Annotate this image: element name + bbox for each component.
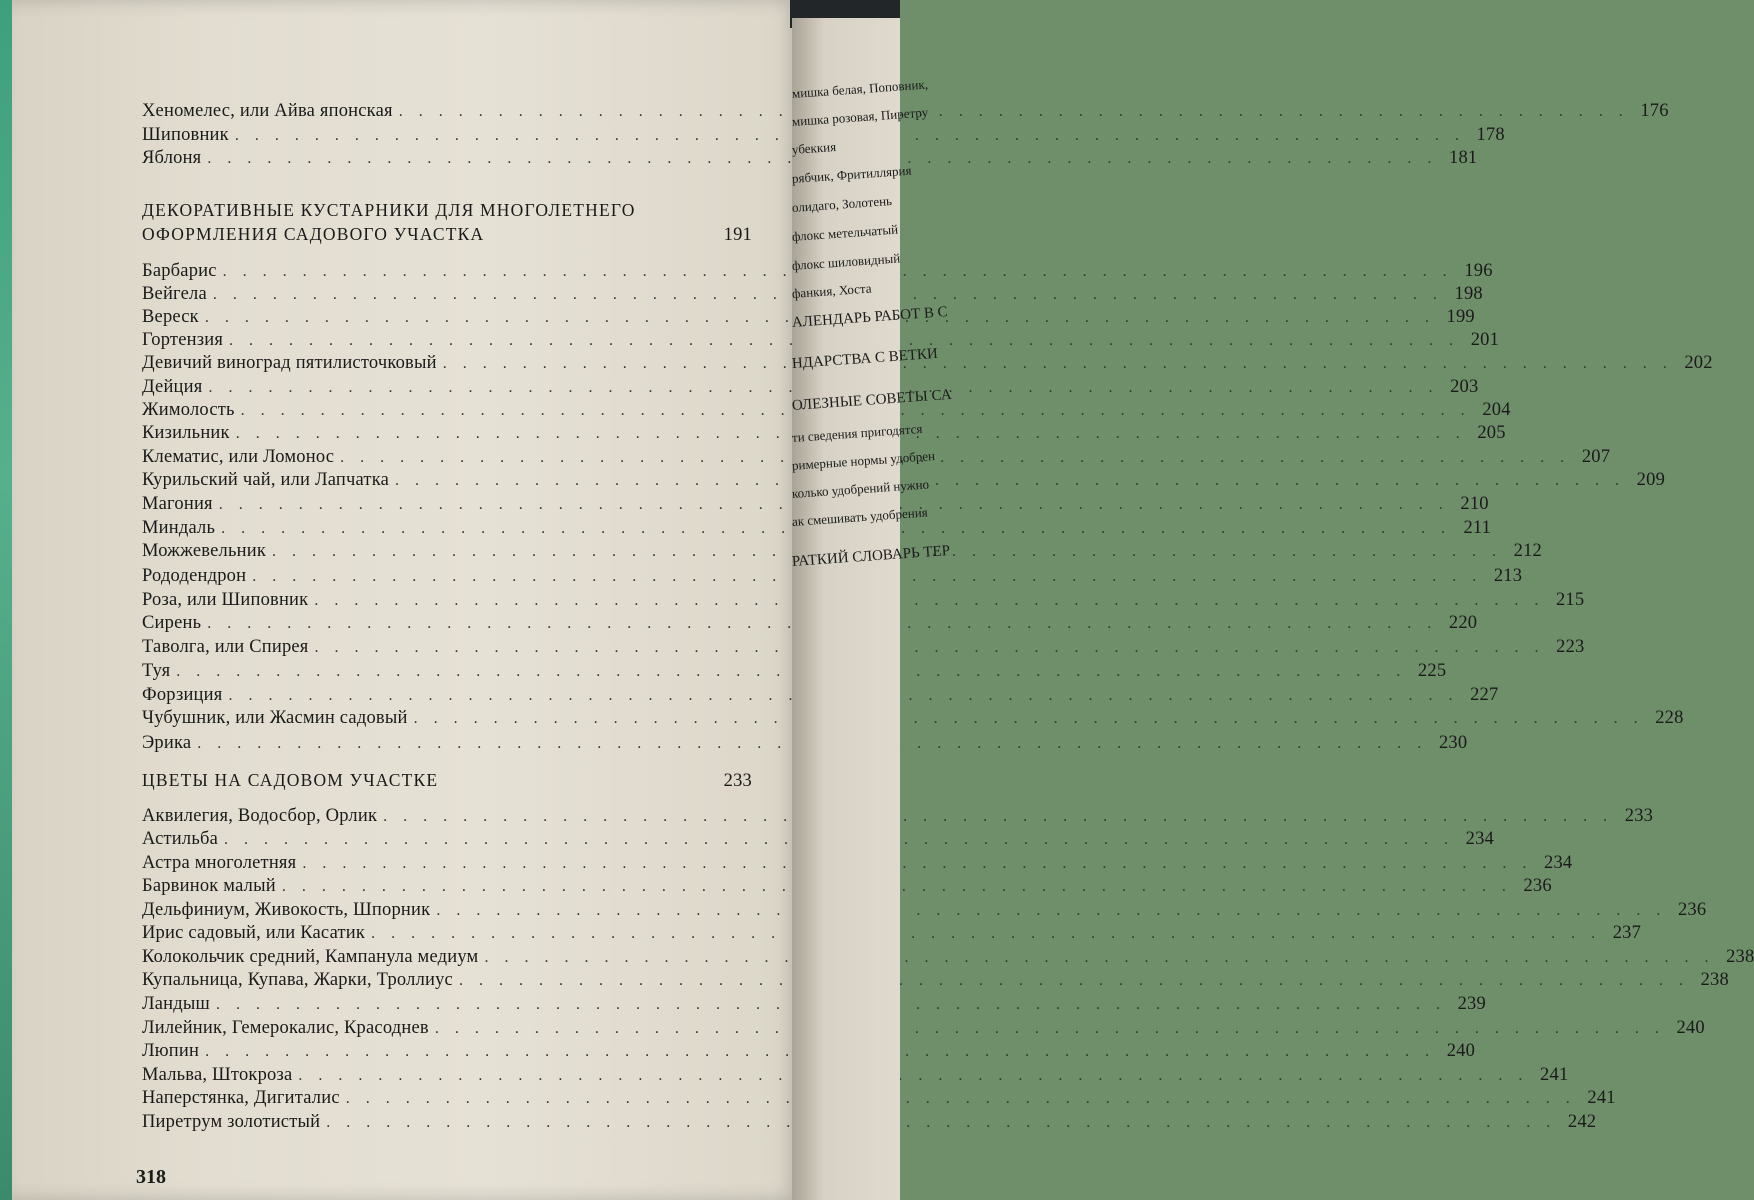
toc-entry [142, 947, 1754, 971]
toc-entry [142, 829, 1494, 853]
toc-entry [142, 900, 1707, 924]
facing-page-line: мишка белая, Поповник, [791, 76, 929, 101]
toc-entry-page: 201 [1470, 330, 1500, 350]
leader-dots [346, 1090, 1576, 1108]
toc-entry [142, 685, 1499, 709]
toc-entry-label: Пиретрум золотистый [142, 1112, 321, 1132]
toc-entry-label: Люпин [142, 1041, 200, 1061]
toc-entry-label: Ландыш [142, 994, 210, 1014]
toc-entry [142, 518, 1492, 542]
toc-entry-label: Барбарис [142, 261, 217, 281]
facing-page-line: ОЛЕЗНЫЕ СОВЕТЫ СА [791, 386, 953, 414]
toc-entry-label: Таволга, или Спирея [142, 637, 309, 657]
toc-entry-label: Кизильник [142, 423, 230, 443]
leader-dots [443, 355, 1673, 373]
toc-entry-label: Дельфиниум, Живокость, Шпорник [142, 900, 431, 920]
toc-entry-page: 236 [1523, 876, 1552, 896]
toc-entry [142, 1018, 1705, 1042]
toc-entry-page: 181 [1449, 148, 1478, 168]
toc-entry [142, 994, 1486, 1018]
toc-entry-label: Мальва, Штокроза [142, 1065, 293, 1085]
facing-page-line: флокс метельчатый [791, 221, 899, 244]
toc-entry [142, 733, 1468, 757]
toc-entry-label: Роза, или Шиповник [142, 590, 309, 610]
leader-dots [315, 639, 1545, 657]
leader-dots [298, 1067, 1528, 1085]
toc-entry [142, 637, 1585, 661]
toc-entry-page: 220 [1448, 613, 1478, 633]
toc-entry [142, 1112, 1597, 1136]
toc-entry-page: 207 [1581, 447, 1611, 467]
toc-entry-label: Эрика [142, 733, 192, 753]
toc-entry [142, 1088, 1616, 1112]
toc-entry-label: Магония [142, 494, 213, 514]
toc-entry-page: 227 [1470, 685, 1499, 705]
toc-entry-label: Дейция [142, 377, 203, 397]
leader-dots [314, 592, 1544, 610]
toc-entry-page: 198 [1454, 284, 1483, 304]
toc-entry-page: 176 [1640, 101, 1669, 121]
toc-entry-label: Астра многолетняя [142, 853, 297, 873]
facing-page-line: АЛЕНДАРЬ РАБОТ В С [791, 304, 949, 331]
toc-entry-page: 234 [1544, 853, 1573, 873]
toc-entry-label: Яблоня [142, 148, 202, 168]
toc-entry-label: Купальница, Купава, Жарки, Троллиус [142, 970, 453, 990]
facing-page-line: РАТКИЙ СЛОВАРЬ ТЕР [791, 542, 951, 570]
section-page: 233 [723, 771, 752, 791]
toc-entry-label: Хеномелес, или Айва японская [142, 101, 393, 121]
toc-entry-label: Форзиция [142, 685, 223, 705]
toc-entry-page: 237 [1612, 923, 1642, 943]
toc-entry [142, 853, 1573, 877]
section-heading-line: ОФОРМЛЕНИЯ САДОВОГО УЧАСТКА [142, 224, 485, 244]
toc-entry [142, 148, 1478, 172]
toc-entry-label: Рододендрон [142, 566, 247, 586]
toc-entry-page: 241 [1540, 1065, 1569, 1085]
section-page: 191 [723, 225, 752, 245]
toc-entry-label: Курильский чай, или Лапчатка [142, 470, 390, 490]
toc-entry [142, 708, 1684, 732]
toc-entry-page: 233 [1624, 806, 1654, 826]
toc-entry-label: Можжевельник [142, 541, 267, 561]
toc-entry-page: 241 [1587, 1088, 1616, 1108]
facing-page-line: рябчик, Фритиллярия [791, 162, 912, 186]
toc-entry-page: 223 [1556, 637, 1585, 657]
facing-page-line: флокс шиловидный [791, 250, 901, 273]
leader-dots [435, 1020, 1665, 1038]
toc-entry-page: 196 [1464, 261, 1493, 281]
toc-entry [142, 330, 1500, 354]
toc-entry-page: 212 [1513, 541, 1543, 561]
toc-entry [142, 970, 1729, 994]
facing-page-line: мишка розовая, Пиретру [791, 104, 929, 129]
toc-entry-page: 234 [1465, 829, 1494, 849]
leader-dots [395, 472, 1625, 490]
leader-dots [484, 949, 1714, 967]
facing-page-line: римерные нормы удобрен [791, 448, 936, 473]
toc-entry-label: Аквилегия, Водосбор, Орлик [142, 806, 378, 826]
toc-entry-label: Барвинок малый [142, 876, 276, 896]
section-heading-flowers [142, 770, 752, 794]
leader-dots [436, 902, 1666, 920]
toc-entry-label: Ирис садовый, или Касатик [142, 923, 366, 943]
facing-page-line: НДАРСТВА С ВЕТКИ [791, 345, 939, 372]
toc-entry-page: 199 [1446, 307, 1475, 327]
toc-entry-label: Миндаль [142, 518, 216, 538]
leader-dots [302, 855, 1532, 873]
toc-entry-page: 230 [1438, 733, 1468, 753]
facing-page-line: фанкия, Хоста [791, 280, 872, 301]
toc-entry-page: 203 [1450, 377, 1479, 397]
toc-entry-label: Вереск [142, 307, 199, 327]
toc-entry-label: Гортензия [142, 330, 224, 350]
toc-entry-page: 228 [1655, 708, 1684, 728]
toc-entry-page: 211 [1463, 518, 1492, 538]
leader-dots [399, 103, 1629, 121]
facing-page-line: убеккия [791, 138, 837, 157]
toc-entry-label: Клематис, или Ломонос [142, 447, 335, 467]
toc-entry-page: 205 [1477, 423, 1506, 443]
leader-dots [383, 808, 1613, 826]
toc-entry-page: 240 [1446, 1041, 1476, 1061]
toc-entry [142, 923, 1642, 947]
toc-entry [142, 1041, 1476, 1065]
toc-entry [142, 566, 1523, 590]
toc-entry [142, 613, 1478, 637]
toc-entry-page: 225 [1417, 661, 1447, 681]
leader-dots [326, 1114, 1556, 1132]
toc-entry [142, 1065, 1569, 1089]
toc-entry-page: 215 [1555, 590, 1585, 610]
section-heading-line: ЦВЕТЫ НА САДОВОМ УЧАСТКЕ [142, 770, 439, 790]
toc-entry-page: 202 [1684, 353, 1713, 373]
toc-entry-page: 242 [1567, 1112, 1597, 1132]
page-number: 318 [136, 1166, 166, 1188]
facing-page-line: ак смешивать удобрения [791, 504, 929, 529]
book-cover-edge [0, 0, 12, 1200]
toc-entry-page: 204 [1482, 400, 1511, 420]
toc-entry-label: Астильба [142, 829, 218, 849]
toc-entry-page: 236 [1677, 900, 1707, 920]
toc-entry-label: Жимолость [142, 400, 235, 420]
leader-dots [340, 449, 1570, 467]
toc-entry-label: Колокольчик средний, Кампанула медиум [142, 947, 479, 967]
leader-dots [371, 925, 1601, 943]
leader-dots [414, 710, 1644, 728]
leader-dots [459, 972, 1689, 990]
section-heading-shrubs [142, 198, 752, 247]
toc-entry-page: 209 [1636, 470, 1666, 490]
toc-entry-page: 238 [1726, 947, 1754, 967]
toc-entry-page: 178 [1476, 125, 1505, 145]
facing-page-line: олидаго, Золотень [791, 193, 893, 215]
toc-entry-label: Девичий виноград пятилисточковый [142, 353, 437, 373]
toc-entry-label: Шиповник [142, 125, 229, 145]
toc-entry-label: Наперстянка, Дигиталис [142, 1088, 340, 1108]
facing-page [791, 18, 953, 1200]
toc-entry [142, 661, 1447, 685]
facing-page-line: колько удобрений нужно [791, 476, 930, 501]
toc-entry-page: 240 [1676, 1018, 1705, 1038]
facing-page-line: ти сведения пригодятся [791, 420, 923, 445]
toc-entry-page: 238 [1700, 970, 1729, 990]
toc-entry [142, 876, 1552, 900]
section-heading-line: ДЕКОРАТИВНЫЕ КУСТАРНИКИ ДЛЯ МНОГОЛЕТНЕГО [142, 200, 636, 220]
toc-entry-label: Вейгела [142, 284, 207, 304]
toc-entry-label: Чубушник, или Жасмин садовый [142, 708, 408, 728]
toc-entry-page: 210 [1460, 494, 1489, 514]
toc-entry-page: 213 [1493, 566, 1523, 586]
toc-entry-label: Лилейник, Гемерокалис, Красоднев [142, 1018, 429, 1038]
toc-entry-label: Сирень [142, 613, 202, 633]
toc-entry-label: Туя [142, 661, 171, 681]
toc-entry [142, 590, 1585, 614]
toc-entry [142, 806, 1654, 830]
toc-entry-page: 239 [1457, 994, 1486, 1014]
